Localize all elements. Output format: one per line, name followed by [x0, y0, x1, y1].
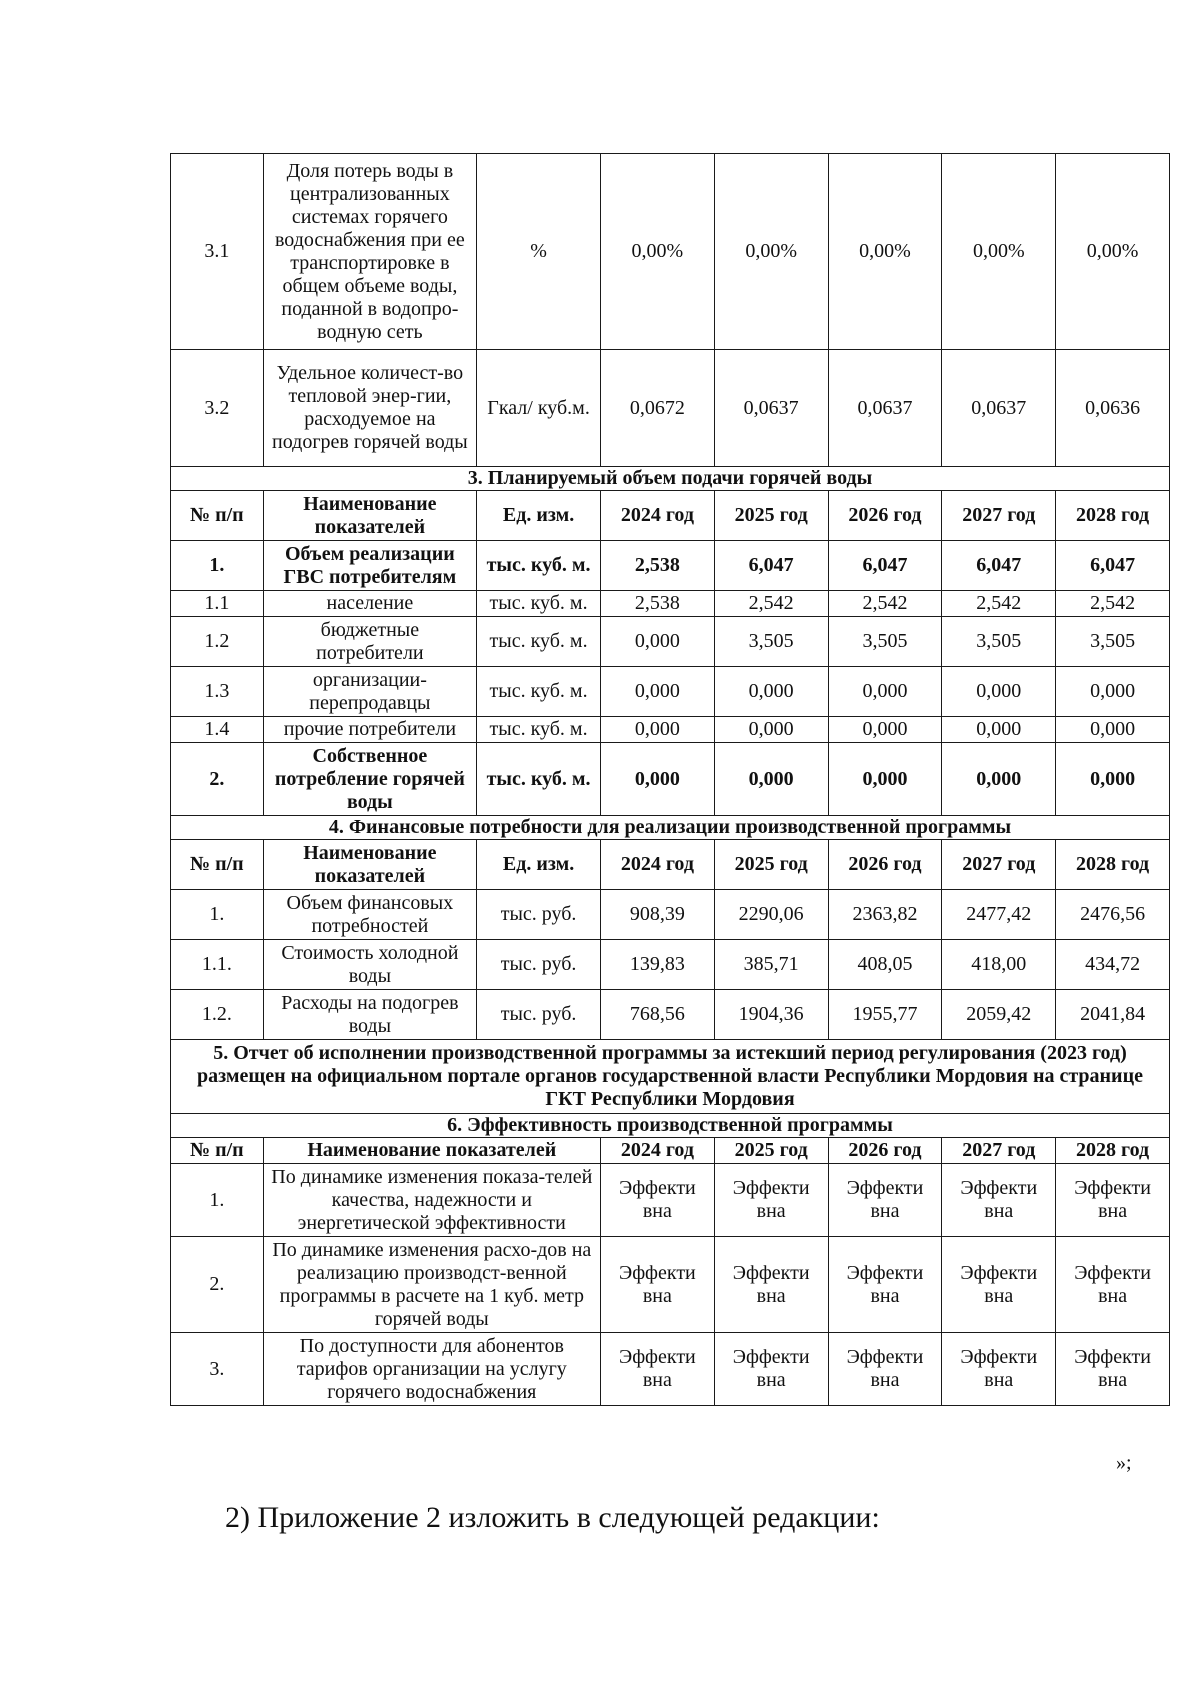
row-number: 1.1. [171, 940, 264, 990]
value-cell: 0,00% [600, 154, 714, 350]
header-year: 2025 год [714, 491, 828, 541]
value-cell: 1904,36 [714, 990, 828, 1040]
value-cell: Эффекти вна [600, 1237, 714, 1333]
section-4-title: 4. Финансовые потребности для реализации производственной программы [171, 816, 1170, 840]
indicator-name: население [263, 591, 476, 617]
value-cell: 0,000 [600, 717, 714, 743]
header-num: № п/п [171, 1138, 264, 1164]
value-cell: 0,0672 [600, 350, 714, 467]
indicator-name: Объем реализации ГВС потребителям [263, 541, 476, 591]
value-cell: 3,505 [714, 617, 828, 667]
row-number: 2. [171, 1237, 264, 1333]
value-cell: 0,000 [828, 667, 942, 717]
row-number: 1.1 [171, 591, 264, 617]
value-cell: 0,000 [600, 617, 714, 667]
unit-cell: тыс. куб. м. [477, 541, 601, 591]
header-year: 2027 год [942, 1138, 1056, 1164]
value-cell: 2363,82 [828, 890, 942, 940]
unit-cell: тыс. руб. [477, 890, 601, 940]
table-row [171, 154, 1170, 350]
value-cell: 6,047 [942, 541, 1056, 591]
header-year: 2028 год [1056, 491, 1170, 541]
value-cell: 768,56 [600, 990, 714, 1040]
header-year: 2025 год [714, 840, 828, 890]
value-cell: 6,047 [714, 541, 828, 591]
value-cell: 408,05 [828, 940, 942, 990]
unit-cell: % [477, 154, 601, 350]
value-cell: Эффекти вна [1056, 1164, 1170, 1237]
header-year: 2024 год [600, 840, 714, 890]
unit-cell: тыс. руб. [477, 940, 601, 990]
row-number: 3.1 [171, 154, 264, 350]
header-unit: Ед. изм. [477, 840, 601, 890]
value-cell: Эффекти вна [828, 1333, 942, 1406]
header-row [171, 1138, 1170, 1164]
row-number: 1.2 [171, 617, 264, 667]
header-num: № п/п [171, 840, 264, 890]
value-cell: 434,72 [1056, 940, 1170, 990]
closing-quote: »; [1116, 1452, 1132, 1474]
table-row [171, 890, 1170, 940]
table-row [171, 1164, 1170, 1237]
header-name: Наименование показателей [263, 491, 476, 541]
unit-cell: тыс. куб. м. [477, 743, 601, 816]
value-cell: Эффекти вна [600, 1333, 714, 1406]
indicator-name: По динамике изменения показа-телей качества, надежности и энергетической эффективности [263, 1164, 600, 1237]
next-paragraph: 2) Приложение 2 изложить в следующей редакции: [225, 1501, 880, 1534]
header-row [171, 491, 1170, 541]
section-6-title: 6. Эффективность производственной программы [171, 1114, 1170, 1138]
header-name: Наименование показателей [263, 840, 476, 890]
table-row [171, 743, 1170, 816]
value-cell: 418,00 [942, 940, 1056, 990]
header-year: 2028 год [1056, 840, 1170, 890]
unit-cell: тыс. куб. м. [477, 617, 601, 667]
value-cell: 2,542 [1056, 591, 1170, 617]
header-year: 2026 год [828, 1138, 942, 1164]
value-cell: 3,505 [942, 617, 1056, 667]
value-cell: 2,538 [600, 541, 714, 591]
row-number: 2. [171, 743, 264, 816]
value-cell: 0,00% [1056, 154, 1170, 350]
value-cell: 0,00% [828, 154, 942, 350]
value-cell: 0,00% [714, 154, 828, 350]
value-cell: Эффекти вна [828, 1164, 942, 1237]
row-number: 1.2. [171, 990, 264, 1040]
value-cell: 6,047 [828, 541, 942, 591]
indicator-name: Собственное потребление горячей воды [263, 743, 476, 816]
header-name: Наименование показателей [263, 1138, 600, 1164]
value-cell: 3,505 [1056, 617, 1170, 667]
header-year: 2024 год [600, 491, 714, 541]
value-cell: Эффекти вна [1056, 1333, 1170, 1406]
table-row [171, 1237, 1170, 1333]
indicator-name: организации-перепродавцы [263, 667, 476, 717]
value-cell: 1955,77 [828, 990, 942, 1040]
indicator-name: По доступности для абонентов тарифов организации на услугу горячего водоснабжения [263, 1333, 600, 1406]
header-year: 2028 год [1056, 1138, 1170, 1164]
indicator-name: Доля потерь воды в централизованных системах горячего водоснабжения при ее транспортировке в общем объеме воды, поданной в водопро-водную сеть [263, 154, 476, 350]
header-year: 2025 год [714, 1138, 828, 1164]
value-cell: 0,0637 [714, 350, 828, 467]
section-3-title: 3. Планируемый объем подачи горячей воды [171, 467, 1170, 491]
value-cell: 0,000 [1056, 743, 1170, 816]
header-unit: Ед. изм. [477, 491, 601, 541]
value-cell: 908,39 [600, 890, 714, 940]
value-cell: Эффекти вна [942, 1333, 1056, 1406]
value-cell: 0,000 [714, 743, 828, 816]
value-cell: Эффекти вна [714, 1333, 828, 1406]
value-cell: Эффекти вна [942, 1164, 1056, 1237]
value-cell: 0,0637 [828, 350, 942, 467]
value-cell: 6,047 [1056, 541, 1170, 591]
header-year: 2027 год [942, 840, 1056, 890]
value-cell: 0,000 [942, 717, 1056, 743]
value-cell: 385,71 [714, 940, 828, 990]
header-row [171, 840, 1170, 890]
table-row [171, 990, 1170, 1040]
row-number: 1.3 [171, 667, 264, 717]
value-cell: 2059,42 [942, 990, 1056, 1040]
unit-cell: тыс. руб. [477, 990, 601, 1040]
header-num: № п/п [171, 491, 264, 541]
value-cell: 0,000 [600, 743, 714, 816]
value-cell: 2,542 [714, 591, 828, 617]
value-cell: 0,000 [1056, 667, 1170, 717]
section-5-text: 5. Отчет об исполнении производственной программы за истекший период регулирования (2023 год) размещен на официальном портале органов государственной власти Республики Мордовия на странице ГКТ Республики Мордовия [171, 1040, 1170, 1114]
unit-cell: тыс. куб. м. [477, 717, 601, 743]
value-cell: 2476,56 [1056, 890, 1170, 940]
value-cell: 3,505 [828, 617, 942, 667]
row-number: 1. [171, 541, 264, 591]
value-cell: 139,83 [600, 940, 714, 990]
row-number: 3. [171, 1333, 264, 1406]
value-cell: Эффекти вна [600, 1164, 714, 1237]
indicator-name: Объем финансовых потребностей [263, 890, 476, 940]
value-cell: Эффекти вна [942, 1237, 1056, 1333]
value-cell: 0,00% [942, 154, 1056, 350]
section-title-row [171, 1114, 1170, 1138]
table-row [171, 1333, 1170, 1406]
unit-cell: тыс. куб. м. [477, 591, 601, 617]
value-cell: 0,000 [828, 717, 942, 743]
header-year: 2027 год [942, 491, 1056, 541]
value-cell: 2477,42 [942, 890, 1056, 940]
section-title-row [171, 1040, 1170, 1114]
value-cell: 2,542 [942, 591, 1056, 617]
header-year: 2024 год [600, 1138, 714, 1164]
table-row [171, 350, 1170, 467]
unit-cell: Гкал/ куб.м. [477, 350, 601, 467]
table-row [171, 591, 1170, 617]
value-cell: 0,0637 [942, 350, 1056, 467]
value-cell: 2,538 [600, 591, 714, 617]
table-row [171, 667, 1170, 717]
table-row [171, 617, 1170, 667]
indicator-name: Удельное количест-во тепловой энер-гии, расходуемое на подогрев горячей воды [263, 350, 476, 467]
section-title-row [171, 467, 1170, 491]
header-year: 2026 год [828, 491, 942, 541]
value-cell: 0,000 [942, 667, 1056, 717]
row-number: 1. [171, 1164, 264, 1237]
value-cell: Эффекти вна [714, 1237, 828, 1333]
table-row [171, 541, 1170, 591]
indicator-name: Стоимость холодной воды [263, 940, 476, 990]
row-number: 3.2 [171, 350, 264, 467]
value-cell: 0,000 [942, 743, 1056, 816]
value-cell: Эффекти вна [828, 1237, 942, 1333]
indicator-name: прочие потребители [263, 717, 476, 743]
section-title-row [171, 816, 1170, 840]
value-cell: 0,000 [714, 667, 828, 717]
row-number: 1.4 [171, 717, 264, 743]
indicator-table [170, 153, 1170, 1406]
row-number: 1. [171, 890, 264, 940]
table-row [171, 940, 1170, 990]
value-cell: Эффекти вна [714, 1164, 828, 1237]
header-year: 2026 год [828, 840, 942, 890]
value-cell: 2290,06 [714, 890, 828, 940]
unit-cell: тыс. куб. м. [477, 667, 601, 717]
value-cell: Эффекти вна [1056, 1237, 1170, 1333]
value-cell: 2,542 [828, 591, 942, 617]
value-cell: 0,000 [600, 667, 714, 717]
indicator-name: Расходы на подогрев воды [263, 990, 476, 1040]
table-row [171, 717, 1170, 743]
value-cell: 2041,84 [1056, 990, 1170, 1040]
value-cell: 0,000 [828, 743, 942, 816]
indicator-name: бюджетные потребители [263, 617, 476, 667]
value-cell: 0,000 [714, 717, 828, 743]
value-cell: 0,000 [1056, 717, 1170, 743]
indicator-name: По динамике изменения расхо-дов на реализацию производст-венной программы в расчете на 1 куб. метр горячей воды [263, 1237, 600, 1333]
value-cell: 0,0636 [1056, 350, 1170, 467]
